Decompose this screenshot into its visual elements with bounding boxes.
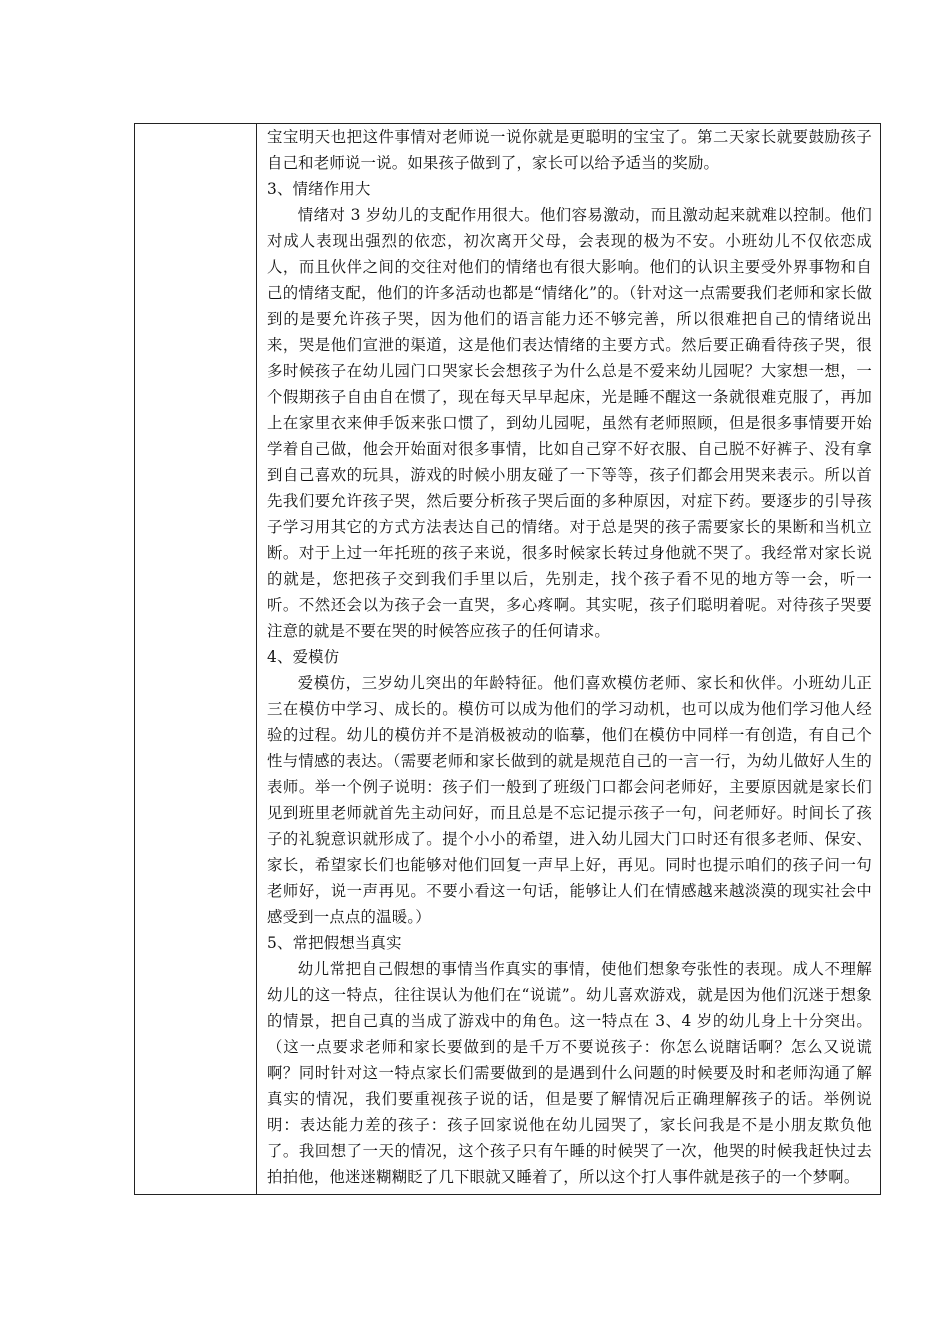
paragraph-continuation: 宝宝明天也把这件事情对老师说一说你就是更聪明的宝宝了。第二天家长就要鼓励孩子自己和老师说一说。如果孩子做到了，家长可以给予适当的奖励。 xyxy=(267,128,872,172)
section-heading-5: 5、常把假想当真实 xyxy=(267,934,402,952)
section-heading-4: 4、爱模仿 xyxy=(267,648,340,666)
document-table xyxy=(134,123,881,1195)
table-row xyxy=(135,124,881,1195)
paragraph-section-4: 爱模仿，三岁幼儿突出的年龄特征。他们喜欢模仿老师、家长和伙伴。小班幼儿正三在模仿中学习、成长的。模仿可以成为他们的学习动机，也可以成为他们学习他人经验的过程。幼儿的模仿并不是消极被动的临摹，他们在模仿中同样一有创造，有自己个性与情感的表达。（需要老师和家长做到的就是规范自己的一言一行，为幼儿做好人生的表师。举一个例子说明：孩子们一般到了班级门口都会问老师好，主要原因就是家长们见到班里老师就首先主动问好，而且总是不忘记提示孩子一句，问老师好。时间长了孩子的礼貌意识就形成了。提个小小的希望，进入幼儿园大门口时还有很多老师、保安、家长，希望家长们也能够对他们回复一声早上好，再见。同时也提示咱们的孩子问一句老师好，说一声再见。不要小看这一句话，能够让人们在情感越来越淡漠的现实社会中感受到一点点的温暖。） xyxy=(267,674,872,926)
section-heading-3: 3、情绪作用大 xyxy=(267,180,371,198)
content-body xyxy=(257,124,880,1190)
left-empty-cell xyxy=(135,124,257,1195)
paragraph-section-3: 情绪对 3 岁幼儿的支配作用很大。他们容易激动，而且激动起来就难以控制。他们对成人表现出强烈的依恋，初次离开父母，会表现的极为不安。小班幼儿不仅依恋成人，而且伙伴之间的交往对他们的情绪也有很大影响。他们的认识主要受外界事物和自己的情绪支配，他们的许多活动也都是“情绪化”的。（针对这一点需要我们老师和家长做到的是要允许孩子哭，因为他们的语言能力还不够完善，所以很难把自己的情绪说出来，哭是他们宣泄的渠道，这是他们表达情绪的主要方式。然后要正确看待孩子哭，很多时候孩子在幼儿园门口哭家长会想孩子为什么总是不爱来幼儿园呢？大家想一想，一个假期孩子自由自在惯了，现在每天早早起床，光是睡不醒这一条就很难克服了，再加上在家里衣来伸手饭来张口惯了，到幼儿园呢，虽然有老师照顾，但是很多事情要开始学着自己做，他会开始面对很多事情，比如自己穿不好衣服、自己脱不好裤子、没有拿到自己喜欢的玩具，游戏的时候小朋友碰了一下等等，孩子们都会用哭来表示。所以首先我们要允许孩子哭，然后要分析孩子哭后面的多种原因，对症下药。要逐步的引导孩子学习用其它的方式方法表达自己的情绪。对于总是哭的孩子需要家长的果断和当机立断。对于上过一年托班的孩子来说，很多时候家长转过身他就不哭了。我经常对家长说的就是，您把孩子交到我们手里以后，先别走，找个孩子看不见的地方等一会，听一听。不然还会以为孩子会一直哭，多心疼啊。其实呢，孩子们聪明着呢。对待孩子哭要注意的就是不要在哭的时候答应孩子的任何请求。 xyxy=(267,206,872,640)
content-cell xyxy=(257,124,881,1195)
paragraph-section-5: 幼儿常把自己假想的事情当作真实的事情，使他们想象夸张性的表现。成人不理解幼儿的这一特点，往往误认为他们在“说谎”。幼儿喜欢游戏，就是因为他们沉迷于想象的情景，把自己真的当成了游戏中的角色。这一特点在 3、4 岁的幼儿身上十分突出。（这一点要求老师和家长要做到的是千万不要说孩子：你怎么说瞎话啊？怎么又说谎啊？同时针对这一特点家长们需要做到的是遇到什么问题的时候要及时和老师沟通了解真实的情况，我们要重视孩子说的话，但是要了解情况后正确理解孩子的话。举例说明：表达能力差的孩子：孩子回家说他在幼儿园哭了，家长问我是不是小朋友欺负他了。我回想了一天的情况，这个孩子只有午睡的时候哭了一次，他哭的时候我赶快过去拍拍他，他迷迷糊糊眨了几下眼就又睡着了，所以这个打人事件就是孩子的一个梦啊。 xyxy=(267,960,872,1186)
